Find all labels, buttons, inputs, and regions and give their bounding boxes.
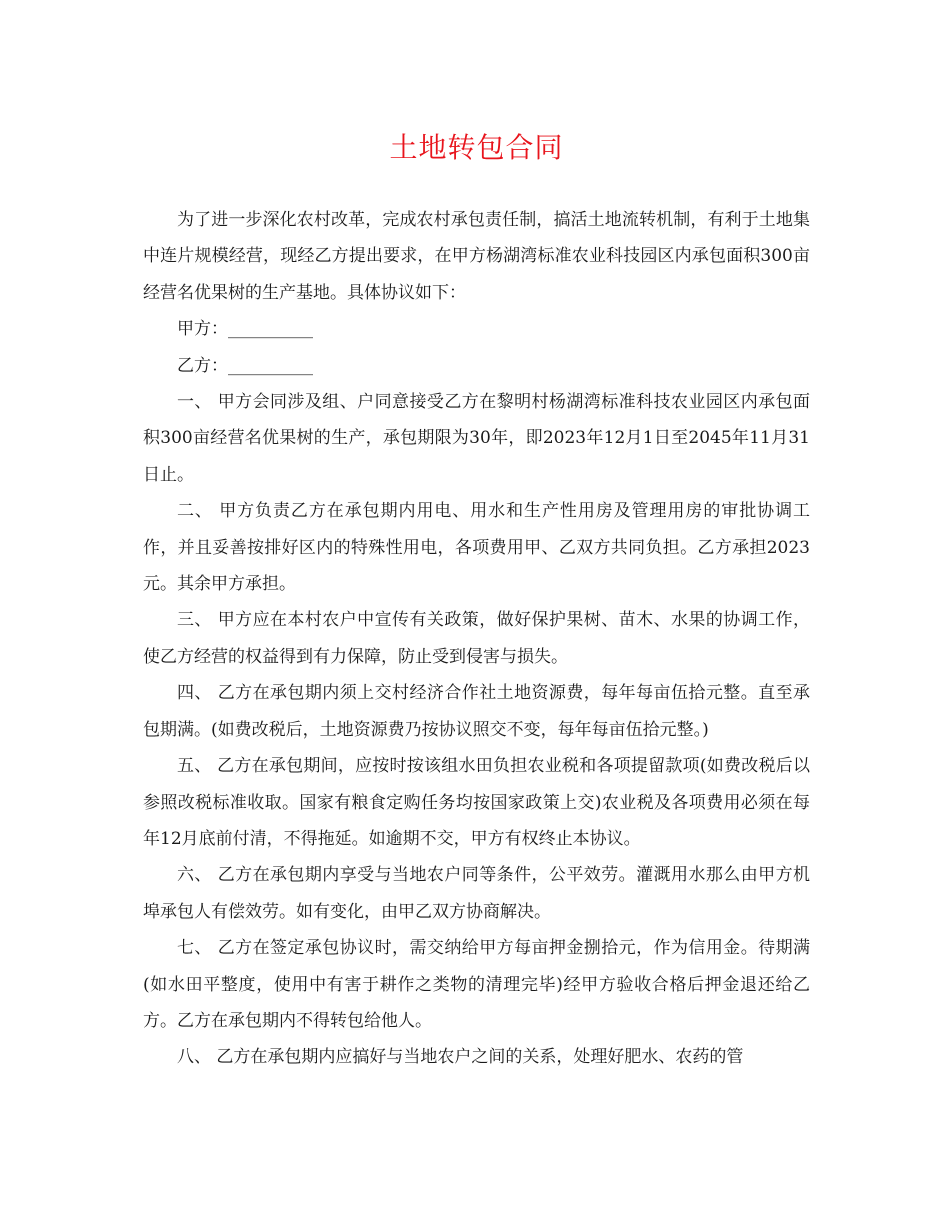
clause-8: 八、 乙方在承包期内应搞好与当地农户之间的关系，处理好肥水、农药的管: [177, 1047, 744, 1068]
party-a-line: 甲方：__________: [177, 319, 313, 340]
clause-4: 四、 乙方在承包期内须上交村经济合作社土地资源费，每年每亩伍拾元整。直至承包期满。(如费改税后，土地资源费乃按协议照交不变，每年每亩伍拾元整。): [143, 683, 810, 740]
party-b-line: 乙方：__________: [177, 355, 313, 376]
document-body: [143, 202, 810, 1076]
clause-5: 五、 乙方在承包期间，应按时按该组水田负担农业税和各项提留款项(如费改税后以参照改税标准收取。国家有粮食定购任务均按国家政策上交)农业税及各项费用必须在每年12月底前付清，不得拖延。如逾期不交，甲方有权终止本协议。: [143, 756, 810, 849]
clause-2: 二、 甲方负责乙方在承包期内用电、用水和生产性用房及管理用房的审批协调工作，并且妥善按排好区内的特殊性用电，各项费用甲、乙双方共同负担。乙方承担2023元。其余甲方承担。: [143, 501, 810, 595]
clause-3: 三、 甲方应在本村农户中宣传有关政策，做好保护果树、苗木、水果的协调工作，使乙方经营的权益得到有力保障，防止受到侵害与损失。: [143, 610, 810, 667]
document-title: 土地转包合同: [389, 131, 564, 164]
clause-6: 六、 乙方在承包期内享受与当地农户同等条件，公平效劳。灌溉用水那么由甲方机埠承包人有偿效劳。如有变化，由甲乙双方协商解决。: [143, 865, 810, 922]
clause-7: 七、 乙方在签定承包协议时，需交纳给甲方每亩押金捌拾元，作为信用金。待期满(如水田平整度，使用中有害于耕作之类物的清理完毕)经甲方验收合格后押金退还给乙方。乙方在承包期内不得转包给他人。: [143, 938, 810, 1031]
intro-paragraph: 为了进一步深化农村改革，完成农村承包责任制，搞活土地流转机制，有利于土地集中连片规模经营，现经乙方提出要求，在甲方杨湖湾标准农业科技园区内承包面积300亩经营名优果树的生产基地。具体协议如下：: [143, 210, 810, 303]
clause-1: 一、 甲方会同涉及组、户同意接受乙方在黎明村杨湖湾标准科技农业园区内承包面积300亩经营名优果树的生产，承包期限为30年，即2023年12月1日至2045年11月31日止。: [143, 392, 810, 485]
